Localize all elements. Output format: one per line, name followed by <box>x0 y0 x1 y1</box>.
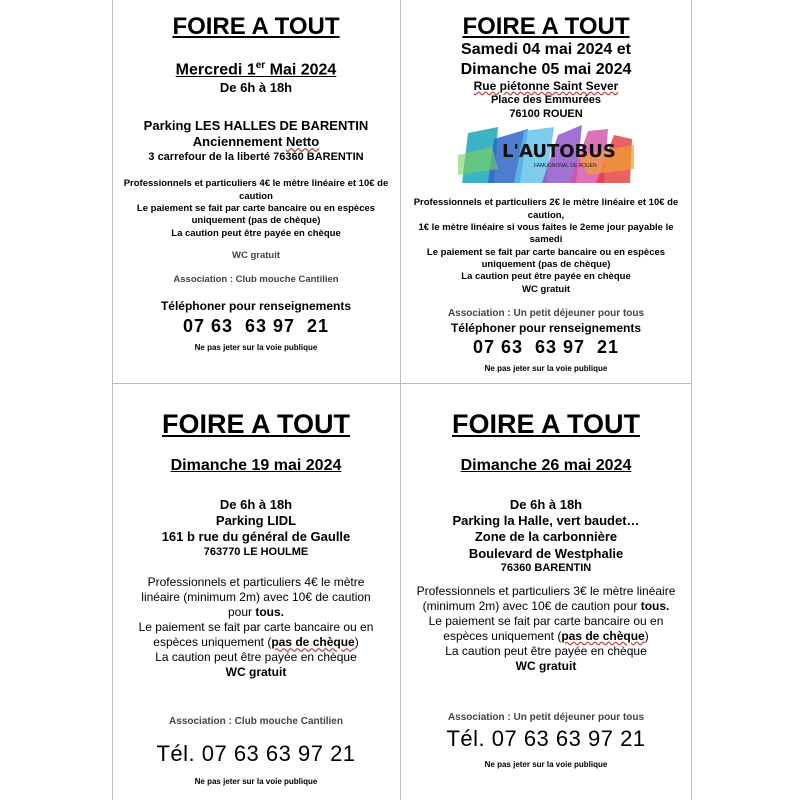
deposit-info: La caution peut être payée en chèque <box>171 227 341 239</box>
flyer-title: FOIRE A TOUT <box>462 13 630 40</box>
date-text: Mercredi 1 <box>175 61 256 79</box>
payment-info <box>401 614 691 644</box>
deposit-info: La caution peut être payée en chèque <box>461 271 631 283</box>
pricing-info <box>113 575 399 620</box>
logo-subtext: FAMUGNONAL DE ROUEN <box>534 163 597 170</box>
location-line-1: Parking LES HALLES DE BARENTIN <box>143 118 369 134</box>
pricing-info <box>401 584 691 614</box>
flyer-title: FOIRE A TOUT <box>162 409 350 439</box>
location-street: Rue piétonne Saint Sever <box>473 78 619 93</box>
location-name: Netto <box>285 134 320 150</box>
location-line-3: Boulevard de Westphalie <box>468 545 624 561</box>
flyer-title: FOIRE A TOUT <box>172 13 340 40</box>
location-line-3: 3 carrefour de la liberté 76360 BARENTIN <box>148 150 364 163</box>
location-line-3: 763770 LE HOULME <box>203 545 309 558</box>
date-text-end: Mai 2024 <box>265 61 337 79</box>
date-superscript: er <box>255 60 266 72</box>
pricing-text-end: tous. <box>637 598 670 613</box>
location-line-2: Zone de la carbonnière <box>474 529 618 545</box>
association: Association : Un petit déjeuner pour tous <box>447 711 645 723</box>
wc-info: WC gratuit <box>225 665 287 680</box>
event-date <box>113 60 399 80</box>
event-hours: De 6h à 18h <box>219 496 293 512</box>
event-date: Dimanche 26 mai 2024 <box>460 456 632 474</box>
association: Association : Club mouche Cantilien <box>169 716 343 728</box>
flyer-panel-4 <box>401 402 691 771</box>
location-line-2 <box>113 134 399 150</box>
location-line-1: Parking la Halle, vert baudet… <box>452 513 640 529</box>
no-cheque-text: pas de chèque <box>271 635 355 650</box>
phone-number: 07 63 63 97 21 <box>472 336 620 357</box>
footer-note: Ne pas jeter sur la voie publique <box>484 760 608 770</box>
event-date: Dimanche 19 mai 2024 <box>170 456 342 474</box>
event-hours: De 6h à 18h <box>219 79 293 95</box>
logo-text: L'AUTOBUS <box>502 141 616 163</box>
payment-info: Le paiement se fait par carte bancaire ou en espèces uniquement (pas de chèque) <box>426 246 666 270</box>
location-line-4: 76360 BARENTIN <box>500 561 592 574</box>
location-line-3: 76100 ROUEN <box>509 107 583 120</box>
location-line-1: Parking LIDL <box>215 513 297 529</box>
location-line-2: Place des Emmurées <box>490 93 602 106</box>
no-cheque-text: pas de chèque <box>561 628 645 643</box>
phone-label: Téléphoner pour renseignements <box>160 298 352 313</box>
payment-text-end: ) <box>354 635 359 650</box>
association: Association : Un petit déjeuner pour tous <box>447 308 645 320</box>
flyer-panel-3 <box>113 402 399 787</box>
deposit-info: La caution peut être payée en chèque <box>155 650 357 665</box>
phone-number: 07 63 63 97 21 <box>182 315 330 336</box>
payment-info <box>113 620 399 650</box>
phone-number: Tél. 07 63 63 97 21 <box>446 726 646 752</box>
pricing-text: Professionnels et particuliers 4€ le mètre linéaire (minimum 2m) avec 10€ de caution pour <box>141 575 371 620</box>
phone-number: Tél. 07 63 63 97 21 <box>156 740 356 766</box>
middle-divider-line <box>112 383 692 384</box>
location-prefix: Anciennement <box>192 134 286 150</box>
event-date-2: Dimanche 05 mai 2024 <box>460 60 632 78</box>
footer-note: Ne pas jeter sur la voie publique <box>194 342 318 352</box>
right-border-line <box>691 0 692 800</box>
event-date-1: Samedi 04 mai 2024 et <box>461 41 631 59</box>
pricing-info: Professionnels et particuliers 4€ le mètre linéaire et 10€ de caution <box>123 178 389 202</box>
flyer-panel-2 <box>401 8 691 374</box>
autobus-logo <box>458 125 634 185</box>
payment-text-end: ) <box>644 628 649 643</box>
deposit-info: La caution peut être payée en chèque <box>445 643 647 658</box>
pricing-text-end: tous. <box>252 605 285 620</box>
location-line-2: 161 b rue du général de Gaulle <box>161 529 351 545</box>
wc-info: WC gratuit <box>515 658 577 673</box>
location-line-1 <box>401 79 691 94</box>
event-hours: De 6h à 18h <box>509 496 583 512</box>
pricing-info: Professionnels et particuliers 2€ le mètre linéaire et 10€ de caution, <box>413 197 679 221</box>
payment-info: Le paiement se fait par carte bancaire ou en espèces uniquement (pas de chèque) <box>136 203 376 227</box>
payment-text: Le paiement se fait par carte bancaire ou en espèces uniquement ( <box>428 613 664 643</box>
wc-info: WC gratuit <box>231 250 281 262</box>
flyer-panel-1 <box>113 8 399 353</box>
footer-note: Ne pas jeter sur la voie publique <box>484 363 608 373</box>
pricing-text: Professionnels et particuliers 3€ le mètre linéaire (minimum 2m) avec 10€ de caution pour <box>416 583 676 613</box>
flyer-title: FOIRE A TOUT <box>452 409 640 439</box>
association: Association : Club mouche Cantilien <box>173 274 339 286</box>
phone-label: Téléphoner pour renseignements <box>450 320 642 335</box>
second-day-info: 1€ le mètre linéaire si vous faites le 2eme jour payable le samedi <box>418 221 674 246</box>
footer-note: Ne pas jeter sur la voie publique <box>194 776 318 786</box>
payment-text: Le paiement se fait par carte bancaire ou en espèces uniquement ( <box>138 620 374 650</box>
wc-info: WC gratuit <box>521 283 571 295</box>
